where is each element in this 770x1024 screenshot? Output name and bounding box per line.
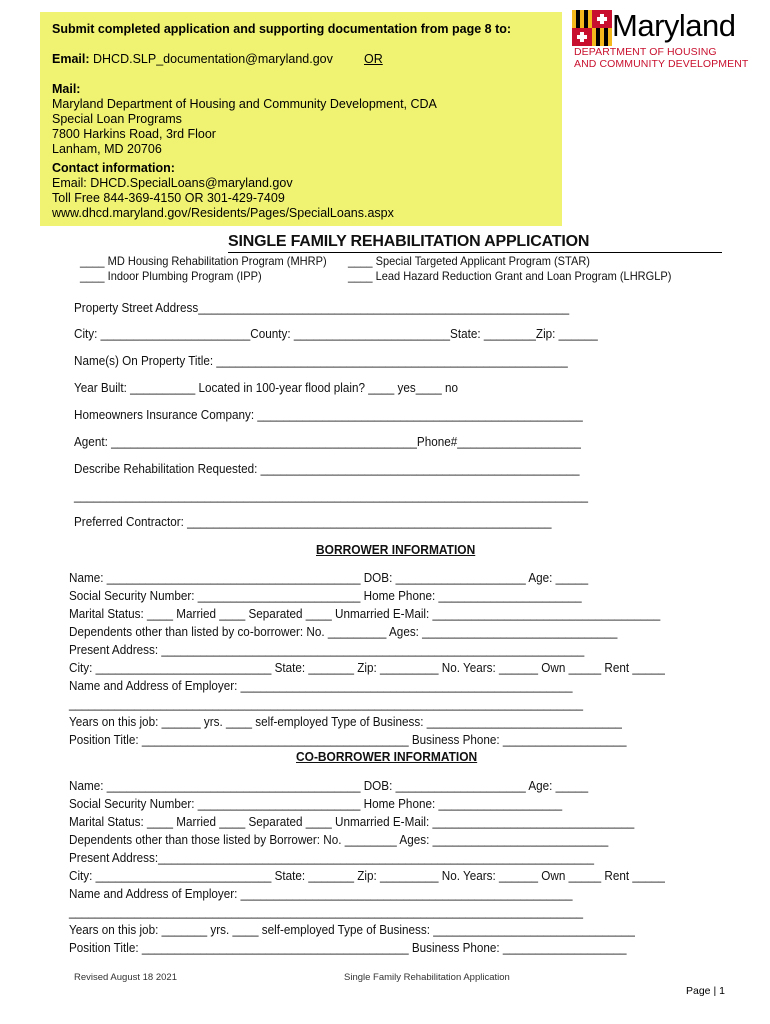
borrower-employer-continued-field[interactable]: _______________________________________________________________________________ (69, 696, 584, 711)
insurance-company-field[interactable]: Homeowners Insurance Company: __________________________________________________ (74, 407, 583, 422)
program-mhrp[interactable]: ____ MD Housing Rehabilitation Program (MHRP) (80, 254, 327, 268)
maryland-dhcd-logo (572, 8, 762, 70)
borrower-present-address-field[interactable]: Present Address: _________________________________________________________________ (69, 642, 585, 657)
logo-dept-line-1: DEPARTMENT OF HOUSING (574, 46, 717, 58)
maryland-flag-icon (572, 10, 612, 46)
coborrower-present-address-field[interactable]: Present Address:___________________________________________________________________ (69, 850, 595, 865)
coborrower-employer-continued-field[interactable]: _______________________________________________________________________________ (69, 904, 584, 919)
coborrower-city-state-zip-field[interactable]: City: ___________________________ State: _______ Zip: _________ No. Years: ______ Own _____ Rent _____ (69, 868, 665, 883)
rehabilitation-requested-continued-field[interactable]: _______________________________________________________________________________ (74, 488, 589, 503)
borrower-ssn-phone-field[interactable]: Social Security Number: _________________________ Home Phone: ______________________ (69, 588, 582, 603)
email-label: Email: (52, 52, 90, 66)
agent-phone-field[interactable]: Agent: _______________________________________________Phone#___________________ (74, 434, 581, 449)
program-lhrglp[interactable]: ____ Lead Hazard Reduction Grant and Loan Program (LHRGLP) (348, 269, 672, 283)
property-street-address-field[interactable]: Property Street Address_________________________________________________________ (74, 300, 570, 315)
coborrower-position-title-field[interactable]: Position Title: _________________________________________ Business Phone: ___________________ (69, 940, 627, 955)
email-line (52, 52, 333, 67)
mail-line-3: 7800 Harkins Road, 3rd Floor (52, 127, 216, 141)
rehabilitation-requested-field[interactable]: Describe Rehabilitation Requested: _________________________________________________ (74, 461, 580, 476)
borrower-employer-field[interactable]: Name and Address of Employer: ___________________________________________________ (69, 678, 573, 693)
coborrower-years-job-field[interactable]: Years on this job: _______ yrs. ____ self-employed Type of Business: _______________________________ (69, 922, 635, 937)
borrower-city-state-zip-field[interactable]: City: ___________________________ State: _______ Zip: _________ No. Years: ______ Own _____ Rent _____ (69, 660, 665, 675)
mail-line-1: Maryland Department of Housing and Community Development, CDA (52, 97, 437, 111)
contact-label: Contact information: (52, 161, 175, 175)
borrower-marital-email-field[interactable]: Marital Status: ____ Married ____ Separated ____ Unmarried E-Mail: ___________________________________ (69, 606, 661, 621)
borrower-position-title-field[interactable]: Position Title: _________________________________________ Business Phone: ___________________ (69, 732, 627, 747)
program-star[interactable]: ____ Special Targeted Applicant Program (STAR) (348, 254, 590, 268)
mail-line-2: Special Loan Programs (52, 112, 182, 126)
program-ipp[interactable]: ____ Indoor Plumbing Program (IPP) (80, 269, 262, 283)
footer-revised-date: Revised August 18 2021 (74, 972, 177, 983)
email-value[interactable]: DHCD.SLP_documentation@maryland.gov (93, 52, 333, 66)
or-text: OR (364, 52, 383, 66)
borrower-dependents-field[interactable]: Dependents other than listed by co-borrower: No. _________ Ages: ______________________________ (69, 624, 618, 639)
borrower-name-dob-age-field[interactable]: Name: _______________________________________ DOB: ____________________ Age: _____ (69, 570, 589, 585)
borrower-years-job-field[interactable]: Years on this job: ______ yrs. ____ self-employed Type of Business: ______________________________ (69, 714, 622, 729)
page-title: SINGLE FAMILY REHABILITATION APPLICATION (228, 233, 590, 250)
preferred-contractor-field[interactable]: Preferred Contractor: ________________________________________________________ (74, 514, 552, 529)
title-underline (228, 252, 722, 253)
contact-email[interactable]: Email: DHCD.SpecialLoans@maryland.gov (52, 176, 293, 190)
borrower-section-heading: BORROWER INFORMATION (316, 542, 476, 557)
property-title-names-field[interactable]: Name(s) On Property Title: ______________________________________________________ (74, 353, 568, 368)
logo-wordmark: Maryland (612, 8, 736, 43)
mail-line-4: Lanham, MD 20706 (52, 142, 162, 156)
submission-info-box (40, 12, 562, 226)
mail-label: Mail: (52, 82, 81, 96)
logo-department (574, 46, 748, 70)
logo-dept-line-2: AND COMMUNITY DEVELOPMENT (574, 58, 749, 70)
coborrower-dependents-field[interactable]: Dependents other than those listed by Borrower: No. ________ Ages: ___________________________ (69, 832, 609, 847)
coborrower-ssn-phone-field[interactable]: Social Security Number: _________________________ Home Phone: ___________________ (69, 796, 563, 811)
contact-website[interactable]: www.dhcd.maryland.gov/Residents/Pages/SpecialLoans.aspx (52, 206, 394, 220)
coborrower-marital-email-field[interactable]: Marital Status: ____ Married ____ Separated ____ Unmarried E-Mail: _______________________________ (69, 814, 635, 829)
coborrower-section-heading: CO-BORROWER INFORMATION (296, 749, 478, 764)
property-city-county-state-zip-field[interactable]: City: _______________________County: ________________________State: ________Zip: ______ (74, 326, 598, 341)
contact-phone: Toll Free 844-369-4150 OR 301-429-7409 (52, 191, 285, 205)
coborrower-employer-field[interactable]: Name and Address of Employer: ___________________________________________________ (69, 886, 573, 901)
submit-heading: Submit completed application and supporting documentation from page 8 to: (52, 22, 512, 36)
footer-document-name: Single Family Rehabilitation Application (344, 972, 510, 983)
coborrower-name-dob-age-field[interactable]: Name: _______________________________________ DOB: ____________________ Age: _____ (69, 778, 589, 793)
year-built-flood-plain-field[interactable]: Year Built: __________ Located in 100-year flood plain? ____ yes____ no (74, 380, 459, 395)
page-number: Page | 1 (686, 985, 725, 997)
